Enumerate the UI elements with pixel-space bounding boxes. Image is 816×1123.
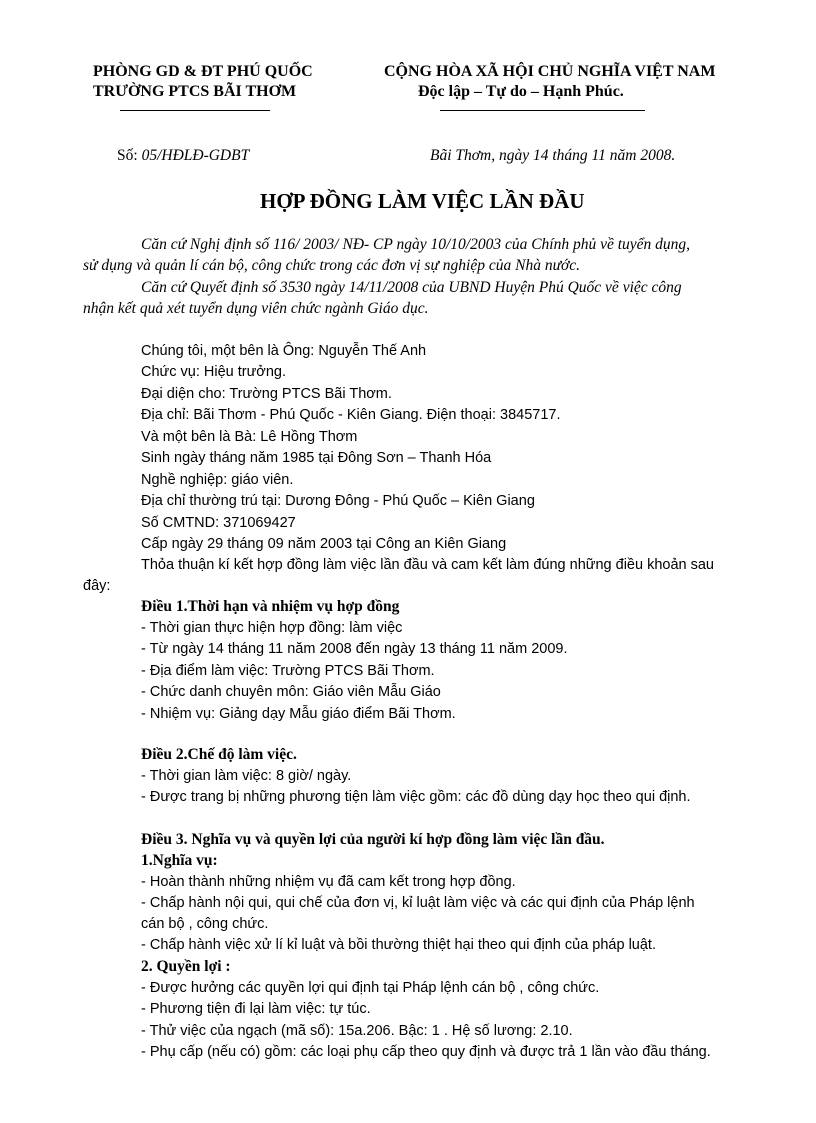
list-item: - Nhiệm vụ: Giảng dạy Mẫu giáo điểm Bãi Thơm. <box>141 706 456 722</box>
doc-number-value: 05/HĐLĐ-GDBT <box>141 147 250 164</box>
country-name: CỘNG HÒA XÃ HỘI CHỦ NGHĨA VIỆT NAM <box>384 63 716 80</box>
party-line: Số CMTND: 371069427 <box>141 515 296 531</box>
party-line: Địa chỉ: Bãi Thơm - Phú Quốc - Kiên Giang. Điện thoại: 3845717. <box>141 407 561 423</box>
party-line: đây: <box>83 578 111 594</box>
list-item: - Chức danh chuyên môn: Giáo viên Mẫu Giáo <box>141 684 441 700</box>
duties-heading: 1.Nghĩa vụ: <box>141 852 218 869</box>
preamble-line: Căn cứ Nghị định số 116/ 2003/ NĐ- CP ngày 10/10/2003 của Chính phủ về tuyển dụng, <box>141 236 691 253</box>
agency-name: PHÒNG GD & ĐT PHÚ QUỐC <box>93 63 313 80</box>
rights-heading: 2. Quyền lợi : <box>141 958 231 975</box>
list-item: - Địa điểm làm việc: Trường PTCS Bãi Thơm. <box>141 663 435 679</box>
list-item: - Chấp hành nội qui, qui chế của đơn vị, kỉ luật làm việc và các qui định của Pháp lệnh <box>141 895 695 911</box>
doc-number-label: Số: <box>117 147 142 164</box>
list-item: - Thử việc của ngạch (mã số): 15a.206. Bậc: 1 . Hệ số lương: 2.10. <box>141 1023 573 1039</box>
preamble-line: sử dụng và quản lí cán bộ, công chức trong các đơn vị sự nghiệp của Nhà nước. <box>83 257 581 274</box>
party-line: Sinh ngày tháng năm 1985 tại Đông Sơn – Thanh Hóa <box>141 450 492 466</box>
page-title: HỢP ĐỒNG LÀM VIỆC LẦN ĐẦU <box>260 189 585 213</box>
list-item: - Từ ngày 14 tháng 11 năm 2008 đến ngày 13 tháng 11 năm 2009. <box>141 641 568 657</box>
list-item: - Thời gian thực hiện hợp đồng: làm việc <box>141 620 403 636</box>
party-line: Và một bên là Bà: Lê Hồng Thơm <box>141 429 358 445</box>
preamble-line: Căn cứ Quyết định số 3530 ngày 14/11/2008 của UBND Huyện Phú Quốc về việc công <box>141 279 682 296</box>
list-item: - Được trang bị những phương tiện làm việc gồm: các đồ dùng dạy học theo qui định. <box>141 789 691 805</box>
national-motto: Độc lập – Tự do – Hạnh Phúc. <box>418 83 624 100</box>
article-3-heading: Điều 3. Nghĩa vụ và quyền lợi của người kí hợp đồng làm việc lần đầu. <box>141 831 605 848</box>
party-line: Chức vụ: Hiệu trưởng. <box>141 364 286 380</box>
party-line: Cấp ngày 29 tháng 09 năm 2003 tại Công an Kiên Giang <box>141 536 507 552</box>
party-line: Địa chỉ thường trú tại: Dương Đông - Phú Quốc – Kiên Giang <box>141 493 535 509</box>
party-line: Chúng tôi, một bên là Ông: Nguyễn Thế Anh <box>141 343 427 359</box>
list-item: cán bộ , công chức. <box>141 916 269 932</box>
party-line: Nghề nghiệp: giáo viên. <box>141 472 294 488</box>
doc-number <box>117 147 249 165</box>
date-line: Bãi Thơm, ngày 14 tháng 11 năm 2008. <box>430 147 676 164</box>
article-2-heading: Điều 2.Chế độ làm việc. <box>141 746 297 763</box>
list-item: - Được hưởng các quyền lợi qui định tại Pháp lệnh cán bộ , công chức. <box>141 980 600 996</box>
list-item: - Phụ cấp (nếu có) gồm: các loại phụ cấp theo quy định và được trả 1 lần vào đầu tháng. <box>141 1044 711 1060</box>
preamble-line: nhận kết quả xét tuyển dụng viên chức ngành Giáo dục. <box>83 300 429 317</box>
list-item: - Phương tiện đi lại làm việc: tự túc. <box>141 1001 371 1017</box>
party-line: Thỏa thuận kí kết hợp đồng làm việc lần đầu và cam kết làm đúng những điều khoản sau <box>141 557 714 573</box>
school-name: TRƯỜNG PTCS BÃI THƠM <box>93 83 297 100</box>
article-1-heading: Điều 1.Thời hạn và nhiệm vụ hợp đồng <box>141 598 400 615</box>
list-item: - Thời gian làm việc: 8 giờ/ ngày. <box>141 768 352 784</box>
party-line: Đại diện cho: Trường PTCS Bãi Thơm. <box>141 386 392 402</box>
right-header-rule <box>440 110 645 111</box>
left-header-rule <box>120 110 270 111</box>
list-item: - Chấp hành việc xử lí kỉ luật và bồi thường thiệt hại theo qui định của pháp luật. <box>141 937 656 953</box>
list-item: - Hoàn thành những nhiệm vụ đã cam kết trong hợp đồng. <box>141 874 516 890</box>
